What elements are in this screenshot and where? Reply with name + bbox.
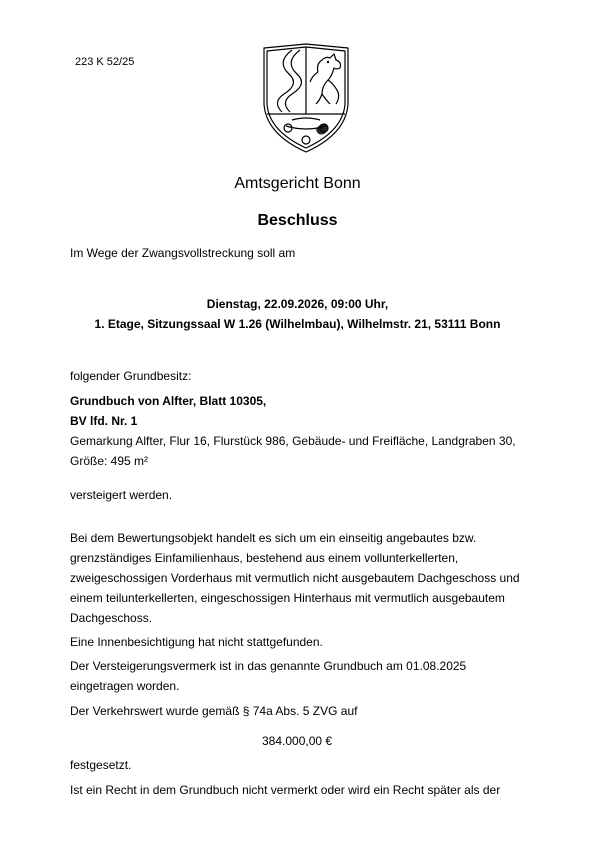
file-number: 223 K 52/25	[75, 56, 135, 68]
fixed-text: festgesetzt.	[70, 758, 132, 772]
appointment-date-time: Dienstag, 22.09.2026, 09:00 Uhr,	[206, 297, 389, 311]
property-lead: folgender Grundbesitz:	[70, 369, 192, 383]
valuation-line: Dachgeschoss.	[70, 611, 153, 625]
land-register-line-1: Grundbuch von Alfter, Blatt 10305,	[70, 394, 267, 408]
register-note-line: eingetragen worden.	[70, 679, 180, 693]
market-value-intro: Der Verkehrswert wurde gemäß § 74a Abs. 5 ZVG auf	[70, 704, 358, 718]
valuation-line: Bei dem Bewertungsobjekt handelt es sich um ein einseitig angebautes bzw.	[70, 531, 477, 545]
auctioned-text: versteigert werden.	[70, 488, 173, 502]
intro-text: Im Wege der Zwangsvollstreckung soll am	[70, 246, 296, 260]
document-title: Beschluss	[257, 212, 338, 229]
appointment-location: 1. Etage, Sitzungssaal W 1.26 (Wilhelmbau), Wilhelmstr. 21, 53111 Bonn	[94, 317, 501, 331]
court-name: Amtsgericht Bonn	[234, 175, 361, 192]
land-register-line-2: BV lfd. Nr. 1	[70, 414, 138, 428]
register-note-line: Der Versteigerungsvermerk ist in das genannte Grundbuch am 01.08.2025	[70, 659, 467, 673]
property-description-line-2: Größe: 495 m²	[70, 454, 149, 468]
inspection-note: Eine Innenbesichtigung hat nicht stattgefunden.	[70, 635, 323, 649]
valuation-line: zweigeschossigen Vorderhaus mit vermutlich nicht ausgebautem Dachgeschoss und	[70, 571, 520, 585]
coat-of-arms-emblem	[256, 42, 356, 156]
property-description-line-1: Gemarkung Alfter, Flur 16, Flurstück 986, Gebäude- und Freifläche, Landgraben 30,	[70, 434, 516, 448]
valuation-line: einem teilunterkellerten, eingeschossigen Hinterhaus mit vermutlich ausgebautem	[70, 591, 505, 605]
market-value-amount: 384.000,00 €	[262, 734, 333, 748]
valuation-line: grenzständiges Einfamilienhaus, bestehend aus einem vollunterkellerten,	[70, 551, 459, 565]
final-line: Ist ein Recht in dem Grundbuch nicht vermerkt oder wird ein Recht später als der	[70, 783, 501, 797]
